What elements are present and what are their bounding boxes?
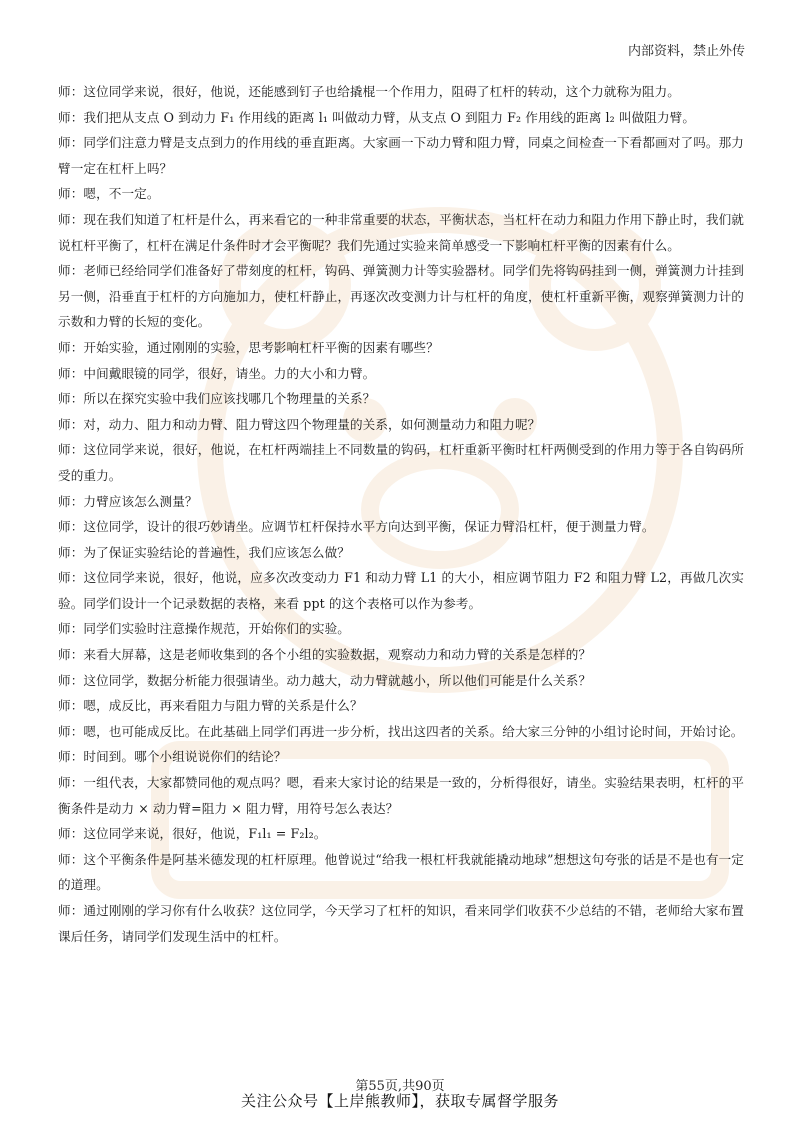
paragraph: 师：同学们注意力臂是支点到力的作用线的垂直距离。大家画一下动力臂和阻力臂，同桌之间检查一下看都画对了吗。那力臂一定在杠杆上吗？	[58, 135, 744, 176]
paragraph: 师：嗯，不一定。	[58, 186, 160, 202]
paragraph: 师：开始实验，通过刚刚的实验，思考影响杠杆平衡的因素有哪些？	[58, 339, 439, 355]
paragraph: 师：中间戴眼镜的同学，很好，请坐。力的大小和力臂。	[58, 365, 376, 381]
page-number: 第55页,共90页	[355, 1079, 445, 1094]
paragraph: 师：同学们实验时注意操作规范，开始你们的实验。	[58, 621, 350, 637]
paragraph: 师：所以在探究实验中我们应该找哪几个物理量的关系？	[58, 391, 376, 407]
paragraph: 师：嗯，也可能成反比。在此基础上同学们再进一步分析，找出这四者的关系。给大家三分钟的小组讨论时间，开始讨论。	[58, 723, 744, 739]
paragraph: 师：时间到。哪个小组说说你们的结论？	[58, 749, 287, 765]
paragraph: 师：来看大屏幕，这是老师收集到的各个小组的实验数据，观察动力和动力臂的关系是怎样的？	[58, 647, 592, 663]
paragraph: 师：现在我们知道了杠杆是什么，再来看它的一种非常重要的状态，平衡状态，当杠杆在动力和阻力作用下静止时，我们就说杠杆平衡了，杠杆在满足什条件时才会平衡呢？我们先通过实验来简单感受一下影响杠杆平衡的因素有什么。	[58, 211, 744, 253]
paragraph: 师：这个平衡条件是阿基米德发现的杠杆原理。他曾说过“给我一根杠杆我就能撬动地球”想想这句夸张的话是不是也有一定的道理。	[58, 851, 744, 893]
paragraph: 师：这位同学来说，很好，他说，应多次改变动力 F1 和动力臂 L1 的大小，相应调节阻力 F2 和阻力臂 L2，再做几次实验。同学们设计一个记录数据的表格，来看 ppt 的这个表格可以作为参考。	[58, 570, 744, 611]
confidential-notice: 内部资料，禁止外传	[627, 44, 745, 59]
paragraph: 师：通过刚刚的学习你有什么收获？这位同学，今天学习了杠杆的知识，看来同学们收获不少总结的不错，老师给大家布置课后任务，请同学们发现生活中的杠杆。	[58, 903, 744, 944]
paragraph: 师：老师已经给同学们准备好了带刻度的杠杆，钩码、弹簧测力计等实验器材。同学们先将钩码挂到一侧，弹簧测力计挂到另一侧，沿垂直于杠杆的方向施加力，使杠杆静止，再逐次改变测力计与杠杆的角度，使杠杆重新平衡，观察弹簧测力计的示数和力臂的长短的变化。	[58, 263, 744, 330]
paragraph: 师：为了保证实验结论的普遍性，我们应该怎么做？	[58, 544, 350, 560]
paragraph: 师：这位同学来说，很好，他说，F₁l₁ = F₂l₂。	[58, 826, 327, 842]
paragraph: 师：对，动力、阻力和动力臂、阻力臂这四个物理量的关系，如何测量动力和阻力呢？	[58, 416, 541, 432]
paragraph: 师：嗯，成反比，再来看阻力与阻力臂的关系是什么？	[58, 698, 363, 714]
paragraph: 师：这位同学来说，很好，他说，在杠杆两端挂上不同数量的钩码，杠杆重新平衡时杠杆两侧受到的作用力等于各自钩码所受的重力。	[58, 442, 744, 483]
paragraph: 师：这位同学，数据分析能力很强请坐。动力越大，动力臂就越小，所以他们可能是什么关系？	[58, 672, 592, 688]
paragraph: 师：这位同学，设计的很巧妙请坐。应调节杠杆保持水平方向达到平衡，保证力臂沿杠杆，便于测量力臂。	[58, 519, 655, 535]
paragraph: 师：我们把从支点 O 到动力 F₁ 作用线的距离 l₁ 叫做动力臂，从支点 O 到阻力 F₂ 作用线的距离 l₂ 叫做阻力臂。	[58, 109, 696, 125]
promo-text: 关注公众号【上岸熊教师】，获取专属督学服务	[240, 1092, 559, 1110]
transcript-body	[58, 79, 744, 949]
paragraph: 师：这位同学来说，很好，他说，还能感到钉子也给撬棍一个作用力，阻碍了杠杆的转动，这个力就称为阻力。	[58, 84, 680, 99]
paragraph: 师：一组代表，大家都赞同他的观点吗？嗯，看来大家讨论的结果是一致的，分析得很好，请坐。实验结果表明，杠杆的平衡条件是动力 × 动力臂=阻力 × 阻力臂，用符号怎么表达？	[58, 775, 744, 816]
paragraph: 师：力臂应该怎么测量？	[58, 493, 198, 509]
